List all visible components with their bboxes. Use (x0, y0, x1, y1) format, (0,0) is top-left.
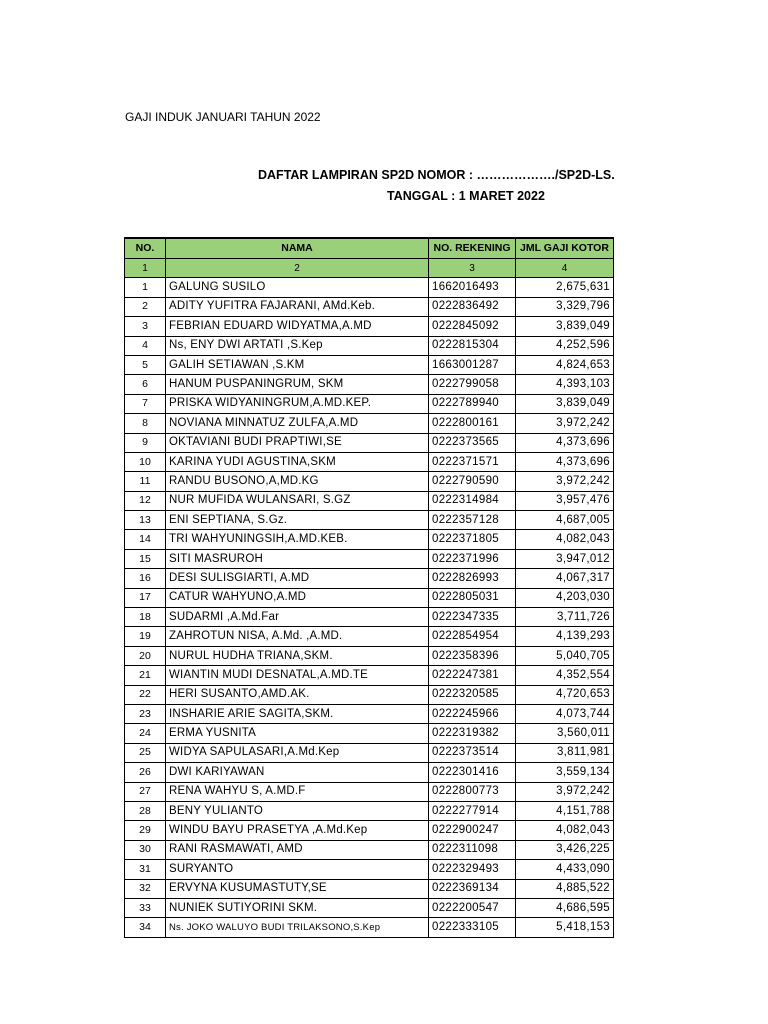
table-row (125, 763, 614, 782)
table-row (125, 898, 614, 917)
row-number: 31 (125, 860, 166, 879)
gross-salary: 4,373,696 (516, 433, 614, 452)
employee-name: Ns. JOKO WALUYO BUDI TRILAKSONO,S.Kep (166, 918, 429, 937)
gross-salary: 4,720,653 (516, 685, 614, 704)
account-number: 0222319382 (429, 724, 516, 743)
gross-salary: 3,711,726 (516, 608, 614, 627)
account-number: 0222200547 (429, 898, 516, 917)
gross-salary: 4,203,030 (516, 588, 614, 607)
row-number: 33 (125, 898, 166, 917)
employee-name: NOVIANA MINNATUZ ZULFA,A.MD (166, 414, 429, 433)
employee-name: SITI MASRUROH (166, 549, 429, 568)
account-number: 0222314984 (429, 491, 516, 510)
gross-salary: 5,040,705 (516, 646, 614, 665)
account-number: 0222371571 (429, 452, 516, 471)
row-number: 25 (125, 743, 166, 762)
table-row (125, 355, 614, 374)
table-row (125, 530, 614, 549)
gross-salary: 4,686,595 (516, 898, 614, 917)
row-number: 27 (125, 782, 166, 801)
row-number: 7 (125, 394, 166, 413)
gross-salary: 4,373,696 (516, 452, 614, 471)
column-header-no: NO. (125, 238, 166, 259)
row-number: 24 (125, 724, 166, 743)
table-row (125, 685, 614, 704)
row-number: 22 (125, 685, 166, 704)
table-row (125, 627, 614, 646)
table-row (125, 588, 614, 607)
row-number: 17 (125, 588, 166, 607)
row-number: 8 (125, 414, 166, 433)
table-row (125, 433, 614, 452)
table-row (125, 608, 614, 627)
account-number: 0222371805 (429, 530, 516, 549)
gross-salary: 5,418,153 (516, 918, 614, 937)
row-number: 3 (125, 317, 166, 336)
account-number: 0222836492 (429, 297, 516, 316)
employee-name: SURYANTO (166, 860, 429, 879)
employee-name: WINDU BAYU PRASETYA ,A.Md.Kep (166, 821, 429, 840)
table-row (125, 821, 614, 840)
column-number: 3 (429, 259, 516, 278)
gross-salary: 4,082,043 (516, 530, 614, 549)
table-row (125, 414, 614, 433)
table-row (125, 743, 614, 762)
account-number: 0222245966 (429, 704, 516, 723)
row-number: 30 (125, 840, 166, 859)
gross-salary: 4,252,596 (516, 336, 614, 355)
table-header-row (125, 238, 614, 259)
column-number-row (125, 259, 614, 278)
gross-salary: 3,839,049 (516, 394, 614, 413)
row-number: 16 (125, 569, 166, 588)
gross-salary: 4,139,293 (516, 627, 614, 646)
account-number: 0222358396 (429, 646, 516, 665)
account-number: 0222247381 (429, 666, 516, 685)
employee-name: HANUM PUSPANINGRUM, SKM (166, 375, 429, 394)
table-row (125, 840, 614, 859)
row-number: 34 (125, 918, 166, 937)
row-number: 14 (125, 530, 166, 549)
table-row (125, 452, 614, 471)
column-header-nama: NAMA (166, 238, 429, 259)
row-number: 2 (125, 297, 166, 316)
account-number: 0222333105 (429, 918, 516, 937)
table-row (125, 724, 614, 743)
table-row (125, 317, 614, 336)
gross-salary: 4,352,554 (516, 666, 614, 685)
employee-name: DWI KARIYAWAN (166, 763, 429, 782)
account-number: 0222347335 (429, 608, 516, 627)
account-number: 0222320585 (429, 685, 516, 704)
table-row (125, 511, 614, 530)
account-number: 1663001287 (429, 355, 516, 374)
employee-name: ERVYNA KUSUMASTUTY,SE (166, 879, 429, 898)
employee-name: ADITY YUFITRA FAJARANI, AMd.Keb. (166, 297, 429, 316)
row-number: 29 (125, 821, 166, 840)
account-number: 0222357128 (429, 511, 516, 530)
gross-salary: 4,151,788 (516, 801, 614, 820)
row-number: 21 (125, 666, 166, 685)
employee-name: ZAHROTUN NISA, A.Md. ,A.MD. (166, 627, 429, 646)
gross-salary: 4,067,317 (516, 569, 614, 588)
account-number: 0222800161 (429, 414, 516, 433)
employee-name: HERI SUSANTO,AMD.AK. (166, 685, 429, 704)
employee-name: PRISKA WIDYANINGRUM,A.MD.KEP. (166, 394, 429, 413)
employee-name: DESI SULISGIARTI, A.MD (166, 569, 429, 588)
gross-salary: 4,073,744 (516, 704, 614, 723)
row-number: 5 (125, 355, 166, 374)
table-row (125, 472, 614, 491)
account-number: 0222329493 (429, 860, 516, 879)
account-number: 0222800773 (429, 782, 516, 801)
row-number: 10 (125, 452, 166, 471)
table-row (125, 394, 614, 413)
account-number: 0222301416 (429, 763, 516, 782)
employee-name: SUDARMI ,A.Md.Far (166, 608, 429, 627)
table-row (125, 297, 614, 316)
employee-name: TRI WAHYUNINGSIH,A.MD.KEB. (166, 530, 429, 549)
table-row (125, 278, 614, 297)
table-row (125, 336, 614, 355)
row-number: 13 (125, 511, 166, 530)
employee-name: INSHARIE ARIE SAGITA,SKM. (166, 704, 429, 723)
employee-name: CATUR WAHYUNO,A.MD (166, 588, 429, 607)
account-number: 0222373514 (429, 743, 516, 762)
gross-salary: 4,082,043 (516, 821, 614, 840)
account-number: 0222815304 (429, 336, 516, 355)
employee-name: WIDYA SAPULASARI,A.Md.Kep (166, 743, 429, 762)
employee-name: RANI RASMAWATI, AMD (166, 840, 429, 859)
row-number: 28 (125, 801, 166, 820)
employee-name: ENI SEPTIANA, S.Gz. (166, 511, 429, 530)
column-number: 1 (125, 259, 166, 278)
gross-salary: 3,426,225 (516, 840, 614, 859)
row-number: 15 (125, 549, 166, 568)
employee-name: NUR MUFIDA WULANSARI, S.GZ (166, 491, 429, 510)
table-row (125, 704, 614, 723)
table-row (125, 860, 614, 879)
row-number: 26 (125, 763, 166, 782)
gross-salary: 3,811,981 (516, 743, 614, 762)
gross-salary: 4,433,090 (516, 860, 614, 879)
employee-name: NURUL HUDHA TRIANA,SKM. (166, 646, 429, 665)
account-number: 0222373565 (429, 433, 516, 452)
row-number: 20 (125, 646, 166, 665)
account-number: 0222845092 (429, 317, 516, 336)
document-date: TANGGAL : 1 MARET 2022 (387, 189, 545, 203)
salary-table (124, 237, 614, 938)
table-row (125, 375, 614, 394)
employee-name: RANDU BUSONO,A,MD.KG (166, 472, 429, 491)
column-header-rekening: NO. REKENING (429, 238, 516, 259)
column-number: 2 (166, 259, 429, 278)
table-row (125, 646, 614, 665)
row-number: 12 (125, 491, 166, 510)
employee-name: FEBRIAN EDUARD WIDYATMA,A.MD (166, 317, 429, 336)
table-row (125, 666, 614, 685)
row-number: 32 (125, 879, 166, 898)
account-number: 0222311098 (429, 840, 516, 859)
account-number: 1662016493 (429, 278, 516, 297)
account-number: 0222826993 (429, 569, 516, 588)
table-row (125, 918, 614, 937)
employee-name: RENA WAHYU S, A.MD.F (166, 782, 429, 801)
table-row (125, 569, 614, 588)
employee-name: Ns, ENY DWI ARTATI ,S.Kep (166, 336, 429, 355)
employee-name: WIANTIN MUDI DESNATAL,A.MD.TE (166, 666, 429, 685)
document-header: GAJI INDUK JANUARI TAHUN 2022 (125, 110, 321, 124)
account-number: 0222790590 (429, 472, 516, 491)
row-number: 19 (125, 627, 166, 646)
account-number: 0222799058 (429, 375, 516, 394)
table-row (125, 879, 614, 898)
table-row (125, 549, 614, 568)
employee-name: GALUNG SUSILO (166, 278, 429, 297)
account-number: 0222900247 (429, 821, 516, 840)
employee-name: ERMA YUSNITA (166, 724, 429, 743)
employee-name: NUNIEK SUTIYORINI SKM. (166, 898, 429, 917)
document-title: DAFTAR LAMPIRAN SP2D NOMOR : ………………./SP2D-LS. (258, 168, 615, 182)
row-number: 23 (125, 704, 166, 723)
account-number: 0222369134 (429, 879, 516, 898)
row-number: 1 (125, 278, 166, 297)
account-number: 0222371996 (429, 549, 516, 568)
table-row (125, 491, 614, 510)
employee-name: GALIH SETIAWAN ,S.KM (166, 355, 429, 374)
gross-salary: 4,687,005 (516, 511, 614, 530)
gross-salary: 4,885,522 (516, 879, 614, 898)
employee-name: KARINA YUDI AGUSTINA,SKM (166, 452, 429, 471)
account-number: 0222854954 (429, 627, 516, 646)
row-number: 6 (125, 375, 166, 394)
gross-salary: 3,972,242 (516, 782, 614, 801)
row-number: 11 (125, 472, 166, 491)
table-row (125, 782, 614, 801)
account-number: 0222277914 (429, 801, 516, 820)
column-header-gaji: JML GAJI KOTOR (516, 238, 614, 259)
row-number: 9 (125, 433, 166, 452)
employee-name: OKTAVIANI BUDI PRAPTIWI,SE (166, 433, 429, 452)
gross-salary: 4,824,653 (516, 355, 614, 374)
gross-salary: 3,947,012 (516, 549, 614, 568)
employee-name: BENY YULIANTO (166, 801, 429, 820)
row-number: 4 (125, 336, 166, 355)
gross-salary: 2,675,631 (516, 278, 614, 297)
gross-salary: 3,329,796 (516, 297, 614, 316)
gross-salary: 3,559,134 (516, 763, 614, 782)
account-number: 0222789940 (429, 394, 516, 413)
table-row (125, 801, 614, 820)
gross-salary: 4,393,103 (516, 375, 614, 394)
row-number: 18 (125, 608, 166, 627)
gross-salary: 3,972,242 (516, 414, 614, 433)
column-number: 4 (516, 259, 614, 278)
gross-salary: 3,957,476 (516, 491, 614, 510)
account-number: 0222805031 (429, 588, 516, 607)
gross-salary: 3,972,242 (516, 472, 614, 491)
gross-salary: 3,560,011 (516, 724, 614, 743)
gross-salary: 3,839,049 (516, 317, 614, 336)
